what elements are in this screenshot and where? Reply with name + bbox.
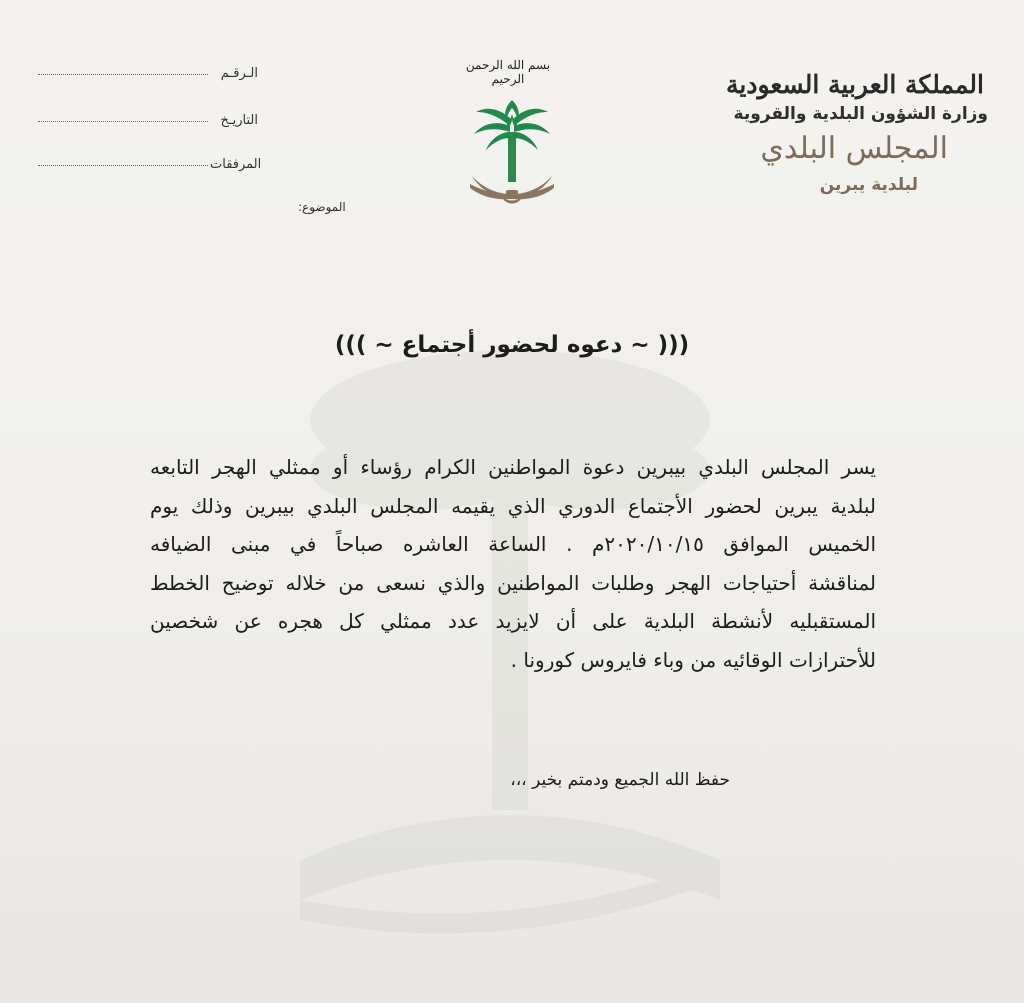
date-label: التاريـخ [220, 113, 258, 128]
reference-number-field [38, 66, 258, 81]
body-line: لبلدية يبرين لحضور الأجتماع الدوري الذي يقيمه المجلس البلدي بيبرين وذلك يوم [150, 493, 876, 518]
date-line [38, 120, 208, 122]
body-line: المستقبليه لأنشطة البلدية على أن لايزيد عدد ممثلي كل هجره عن شخصين [150, 609, 876, 633]
attachments-line [38, 164, 208, 166]
body-line: يسر المجلس البلدي بيبرين دعوة المواطنين الكرام رؤساء أو ممثلي الهجر التابعه [150, 455, 876, 479]
letterhead [688, 68, 988, 198]
attachments-label: المرفقات [210, 157, 262, 172]
saudi-emblem-icon [466, 92, 558, 214]
attachments-field [38, 157, 261, 172]
kingdom-name: المملكة العربية السعودية [725, 70, 984, 99]
municipality-name: لبلدية يبرين [819, 175, 918, 195]
basmala: بسم الله الرحمن الرحيم [465, 58, 551, 86]
reference-number-line [38, 73, 208, 75]
subject-label: الموضوع: [298, 200, 346, 214]
closing-line: حفظ الله الجميع ودمتم بخير ،،، [510, 770, 730, 790]
document-body [150, 448, 876, 679]
body-line: لمناقشة أحتياجات الهجر وطلبات المواطنين والذي نسعى من خلاله توضيح الخطط [150, 570, 876, 595]
date-field [38, 113, 258, 128]
reference-number-label: الـرقـم [220, 66, 258, 81]
document-title: ((( ~ دعوه لحضور أجتماع ~ ))) [334, 332, 690, 358]
body-line: الخميس الموافق ٢٠٢٠/١٠/١٥م . الساعة العاشره صباحاً في مبنى الضيافه [150, 532, 876, 556]
ministry-name: وزارة الشؤون البلدية والقروية [733, 104, 988, 124]
subject-field [298, 200, 346, 214]
council-name: المجلس البلدي [760, 131, 948, 166]
body-line: للأحترازات الوقائيه من وباء فايروس كورونا . [510, 647, 876, 672]
